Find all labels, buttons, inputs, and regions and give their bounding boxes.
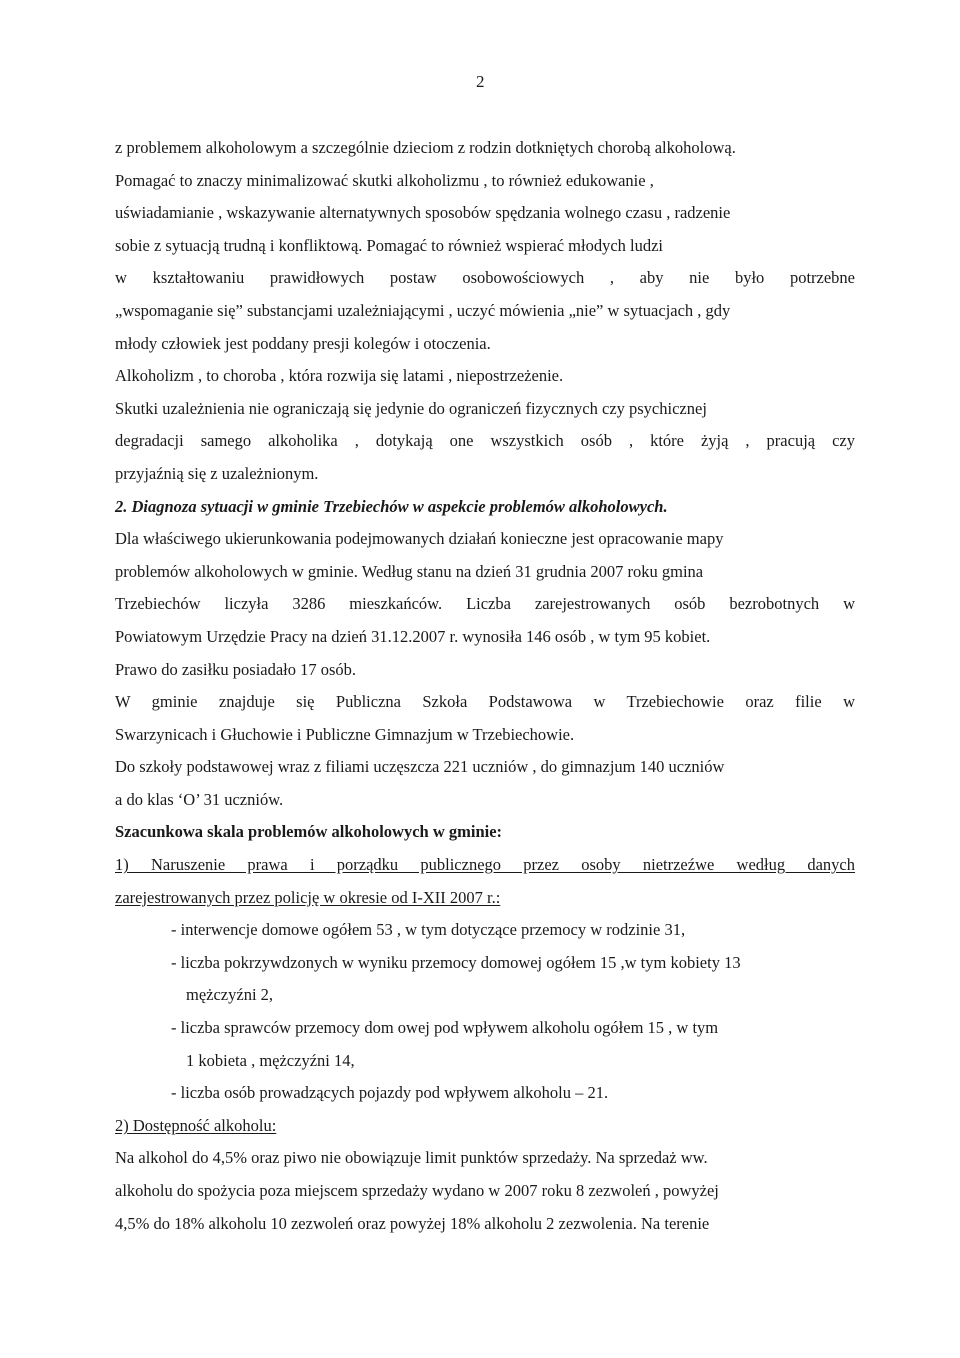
list-item: - liczba sprawców przemocy dom owej pod wpływem alkoholu ogółem 15 , w tym (171, 1018, 719, 1038)
paragraph-line: Skutki uzależnienia nie ograniczają się jedynie do ograniczeń fizycznych czy psychicznej (115, 398, 707, 418)
list-item: - liczba osób prowadzących pojazdy pod wpływem alkoholu – 21. (171, 1083, 609, 1103)
paragraph-line: sobie z sytuacją trudną i konfliktową. Pomagać to również wspierać młodych ludzi (115, 235, 664, 255)
list-item-continuation: 1 kobieta , mężczyźni 14, (186, 1050, 355, 1070)
paragraph-line: Trzebiechów liczyła 3286 mieszkańców. Liczba zarejestrowanych osób bezrobotnych w (115, 594, 855, 614)
paragraph-line: przyjaźnią się z uzależnionym. (115, 463, 319, 483)
paragraph-line: Do szkoły podstawowej wraz z filiami uczęszcza 221 uczniów , do gimnazjum 140 uczniów (115, 757, 725, 777)
paragraph-line: Swarzynicach i Głuchowie i Publiczne Gimnazjum w Trzebiechowie. (115, 724, 575, 744)
paragraph-line: Prawo do zasiłku posiadało 17 osób. (115, 659, 357, 679)
paragraph-line: problemów alkoholowych w gminie. Według stanu na dzień 31 grudnia 2007 roku gmina (115, 561, 704, 581)
paragraph-line: Na alkohol do 4,5% oraz piwo nie obowiązuje limit punktów sprzedaży. Na sprzedaż ww. (115, 1148, 708, 1168)
paragraph-line: Alkoholizm , to choroba , która rozwija się latami , niepostrzeżenie. (115, 366, 564, 386)
paragraph-line: Pomagać to znaczy minimalizować skutki alkoholizmu , to również edukowanie , (115, 170, 654, 190)
paragraph-line: z problemem alkoholowym a szczególnie dzieciom z rodzin dotkniętych chorobą alkoholową. (115, 138, 736, 157)
list-heading: 1) Naruszenie prawa i porządku publicznego przez osoby nietrzeźwe według danych (115, 855, 855, 875)
paragraph-line: młody człowiek jest poddany presji kolegów i otoczenia. (115, 333, 491, 353)
list-item-continuation: mężczyźni 2, (186, 985, 274, 1005)
list-heading: zarejestrowanych przez policję w okresie od I-XII 2007 r.: (115, 887, 501, 907)
list-heading: 2) Dostępność alkoholu: (115, 1115, 277, 1135)
paragraph-line: W gminie znajduje się Publiczna Szkoła Podstawowa w Trzebiechowie oraz filie w (115, 692, 855, 712)
paragraph-line: „wspomaganie się” substancjami uzależniającymi , uczyć mówienia „nie” w sytuacjach , gdy (115, 300, 731, 320)
subsection-heading: Szacunkowa skala problemów alkoholowych w gminie: (115, 822, 503, 842)
paragraph-line: Dla właściwego ukierunkowania podejmowanych działań konieczne jest opracowanie mapy (115, 529, 724, 549)
list-item: - liczba pokrzywdzonych w wyniku przemocy domowej ogółem 15 ,w tym kobiety 13 (171, 952, 741, 972)
paragraph-line: uświadamianie , wskazywanie alternatywnych sposobów spędzania wolnego czasu , radzenie (115, 203, 731, 223)
section-heading: 2. Diagnoza sytuacji w gminie Trzebiechów w aspekcie problemów alkoholowych. (115, 496, 668, 516)
paragraph-line: Powiatowym Urzędzie Pracy na dzień 31.12.2007 r. wynosiła 146 osób , w tym 95 kobiet. (115, 626, 711, 646)
list-item: - interwencje domowe ogółem 53 , w tym dotyczące przemocy w rodzinie 31, (171, 920, 686, 940)
paragraph-line: degradacji samego alkoholika , dotykają one wszystkich osób , które żyją , pracują czy (115, 431, 855, 451)
document-body (115, 132, 855, 1240)
paragraph-line: alkoholu do spożycia poza miejscem sprzedaży wydano w 2007 roku 8 zezwoleń , powyżej (115, 1181, 719, 1200)
paragraph-line: a do klas ‘O’ 31 uczniów. (115, 789, 284, 809)
page-number: 2 (476, 72, 485, 91)
paragraph-line: w kształtowaniu prawidłowych postaw osobowościowych , aby nie było potrzebne (115, 268, 855, 288)
paragraph-line: 4,5% do 18% alkoholu 10 zezwoleń oraz powyżej 18% alkoholu 2 zezwolenia. Na terenie (115, 1213, 710, 1233)
